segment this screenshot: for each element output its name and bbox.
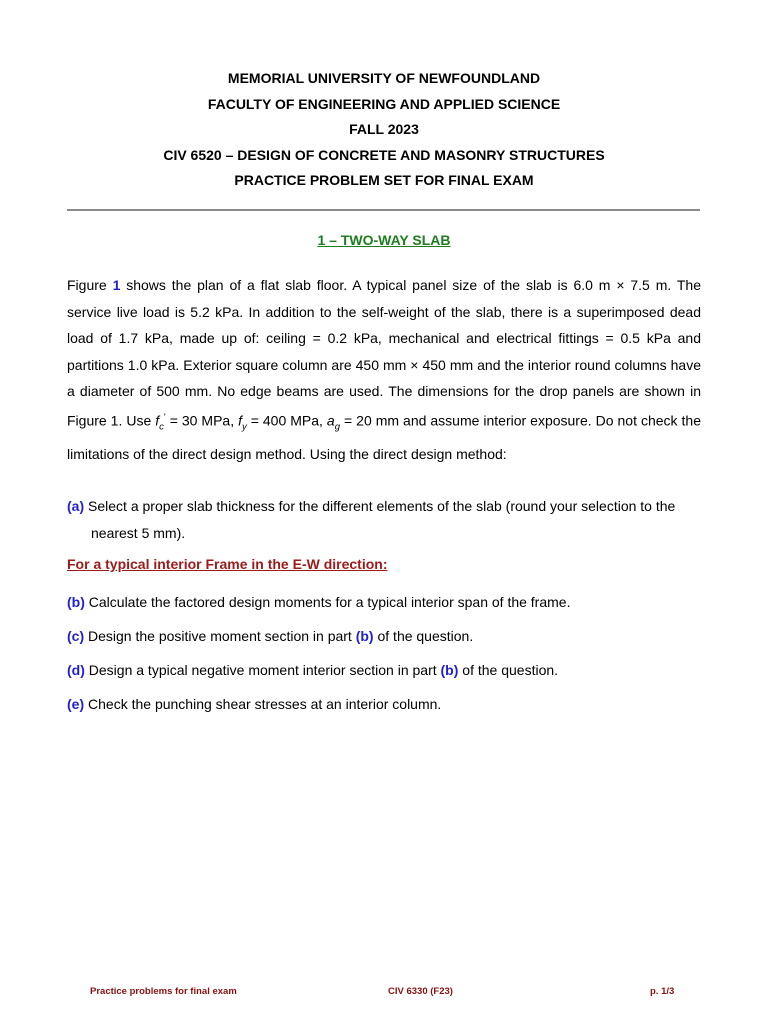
fc-symbol: f bbox=[155, 412, 160, 429]
part-c-reference: (b) bbox=[355, 628, 374, 644]
part-a-label: (a) bbox=[67, 498, 85, 514]
course-title: CIV 6520 – DESIGN OF CONCRETE AND MASONRY STRUCTURES bbox=[163, 146, 605, 163]
part-e-label: (e) bbox=[67, 696, 85, 712]
fy-symbol: f bbox=[238, 412, 242, 429]
header-divider bbox=[67, 209, 700, 211]
statement-text-1: Figure bbox=[67, 277, 113, 293]
section-title: 1 – TWO-WAY SLAB bbox=[317, 232, 451, 248]
figure-reference: 1 bbox=[112, 277, 121, 293]
footer-center: CIV 6330 (F23) bbox=[388, 986, 453, 997]
university-name: MEMORIAL UNIVERSITY OF NEWFOUNDLAND bbox=[227, 70, 541, 86]
statement-text-2: shows the plan of a flat slab floor. A typical panel size of the slab is 6.0 m × 7.5 m. The service live load is 5.2 kPa. In addition to the self-weight of the slab, there is a superimposed dead load of 1.7 kPa, made up of: ceiling = 0.2 kPa, mechanical and electrical fittings = 0.5 kPa and partitions 1.0 kPa. Exterior square column are 450 mm × 450 mm and the interior round columns have a diameter of 500 mm. No edge beams are used. The dimensions for the drop panels are shown in Figure 1. Use bbox=[67, 277, 701, 429]
footer-left: Practice problems for final exam bbox=[90, 986, 237, 997]
part-b bbox=[67, 589, 707, 616]
fy-subscript: y bbox=[241, 421, 247, 433]
part-c-label: (c) bbox=[67, 628, 85, 644]
part-d-text-1: Design a typical negative moment interior section in part bbox=[84, 662, 441, 678]
document-header bbox=[0, 66, 768, 194]
part-b-text: Calculate the factored design moments for a typical interior span of the frame. bbox=[84, 594, 571, 610]
ag-subscript: g bbox=[334, 421, 340, 433]
part-a-text: Select a proper slab thickness for the different elements of the slab (round your selection to the nearest 5 mm). bbox=[84, 498, 676, 541]
part-e bbox=[67, 691, 707, 718]
statement-text-5: = 20 mm and assume interior exposure. Do not check the limitations of the direct design method. Using the direct design method: bbox=[67, 412, 701, 463]
part-c bbox=[67, 623, 707, 650]
part-e-text: Check the punching shear stresses at an interior column. bbox=[84, 696, 442, 712]
part-d-reference: (b) bbox=[440, 662, 459, 678]
statement-text-3: = 30 MPa, bbox=[165, 412, 239, 429]
faculty-name: FACULTY OF ENGINEERING AND APPLIED SCIENCE bbox=[207, 95, 561, 112]
document-title: PRACTICE PROBLEM SET FOR FINAL EXAM bbox=[234, 172, 534, 188]
part-d-label: (d) bbox=[67, 662, 85, 678]
part-b-label: (b) bbox=[67, 594, 85, 610]
fc-subscript: c bbox=[159, 421, 164, 433]
statement-text-4: = 400 MPa, bbox=[246, 412, 327, 429]
part-d-text-2: of the question. bbox=[458, 662, 559, 678]
frame-subheading: For a typical interior Frame in the E-W direction: bbox=[67, 556, 388, 572]
term: FALL 2023 bbox=[349, 121, 419, 137]
problem-statement bbox=[67, 272, 701, 468]
footer-page-number: p. 1/3 bbox=[650, 986, 675, 997]
part-c-text-1: Design the positive moment section in part bbox=[84, 628, 356, 644]
fc-prime: ' bbox=[163, 411, 166, 423]
ag-symbol: a bbox=[326, 412, 335, 429]
part-c-text-2: of the question. bbox=[373, 628, 474, 644]
part-a bbox=[67, 493, 725, 546]
part-d bbox=[67, 657, 707, 684]
